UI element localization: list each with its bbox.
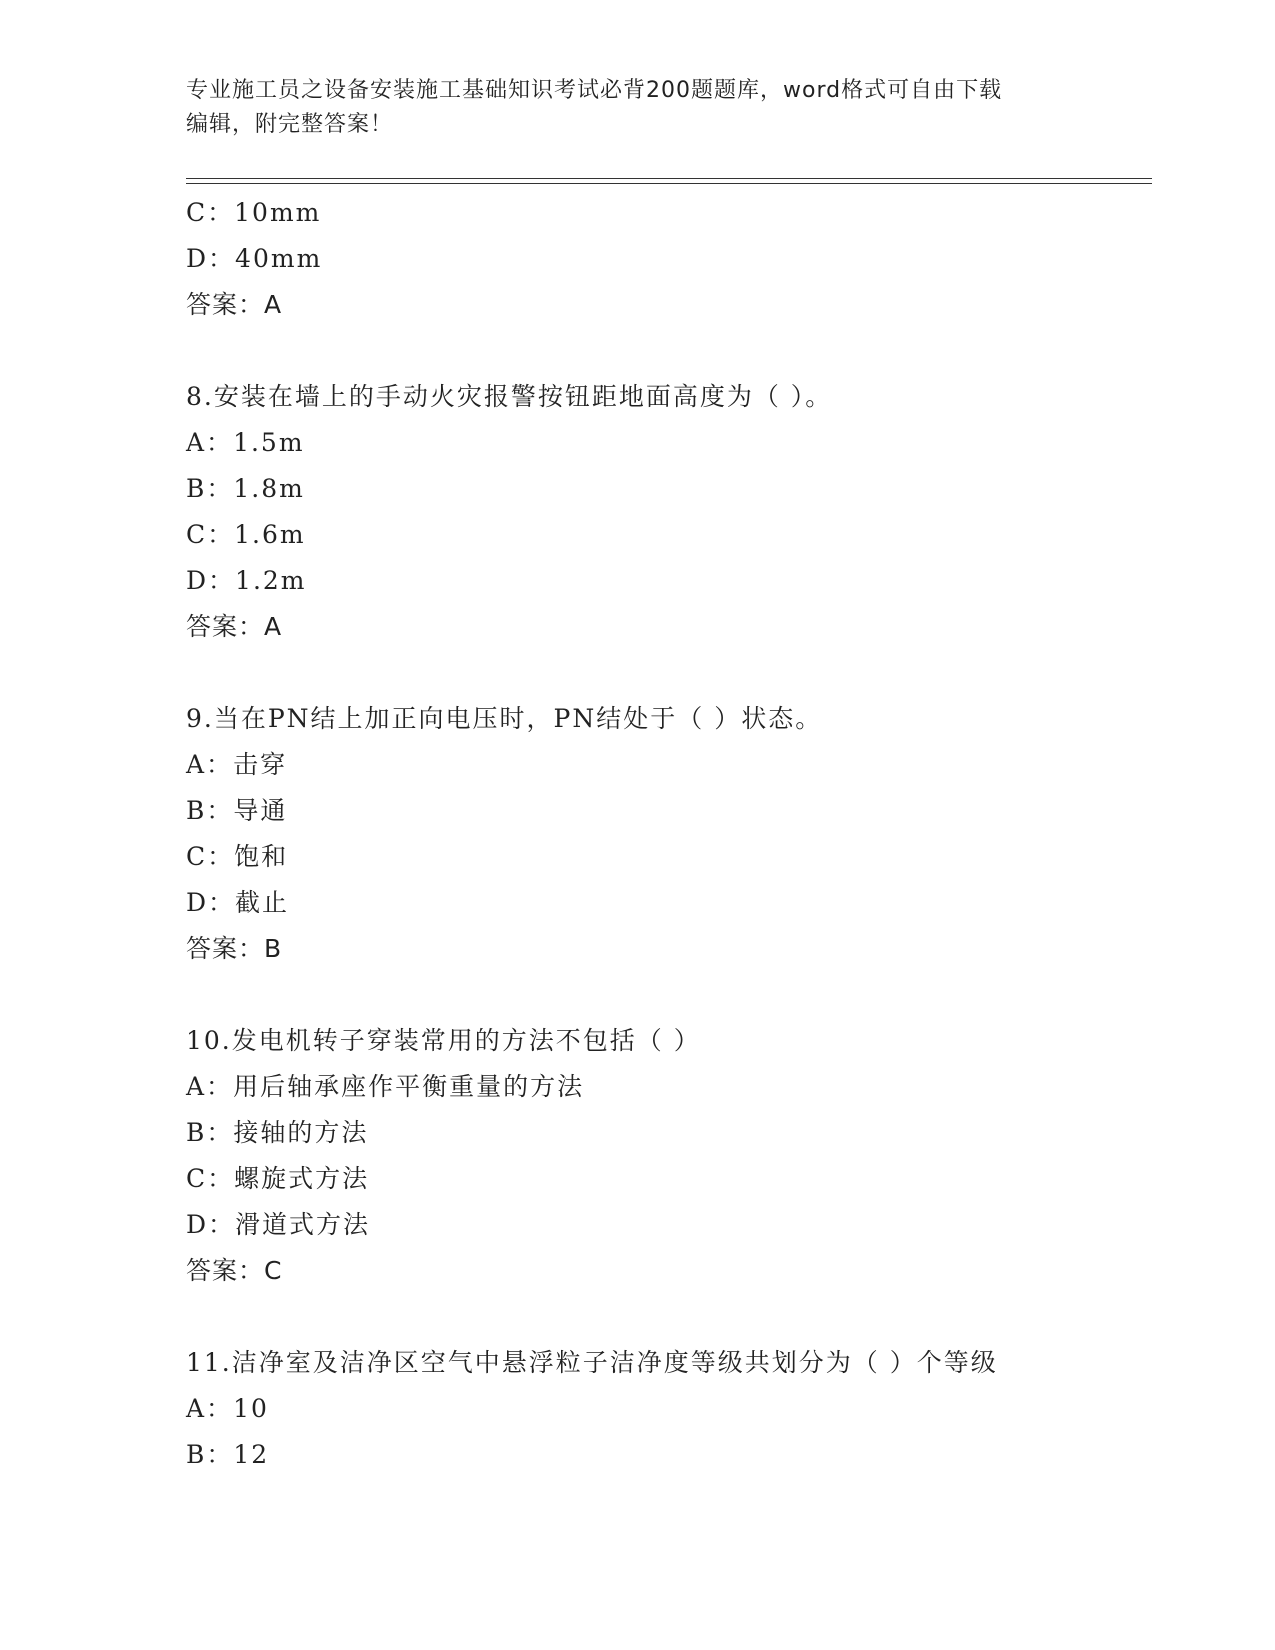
option-key: C： <box>186 1164 235 1193</box>
option-key: D： <box>186 1210 236 1239</box>
header-rule-bottom <box>186 183 1152 184</box>
option-b <box>186 466 1146 512</box>
question-stem: 8.安装在墙上的手动火灾报警按钮距地面高度为（ ）。 <box>186 382 833 411</box>
option-d <box>186 236 1146 282</box>
option-key: C： <box>186 198 235 227</box>
option-b <box>186 1110 1146 1156</box>
option-d <box>186 880 1146 926</box>
option-text: 10mm <box>234 198 322 227</box>
answer-line: 答案：B <box>186 934 283 963</box>
document-header <box>186 74 1086 142</box>
spacer <box>186 328 1146 374</box>
option-key: A： <box>186 1394 234 1423</box>
option-text: 1.2m <box>235 566 307 595</box>
option-key: C： <box>186 842 235 871</box>
answer-line: 答案：A <box>186 290 283 319</box>
option-d <box>186 1202 1146 1248</box>
answer-line: 答案：C <box>186 1256 283 1285</box>
option-text: 12 <box>233 1440 270 1469</box>
option-b <box>186 1432 1146 1478</box>
option-text: 接轴的方法 <box>233 1118 369 1147</box>
spacer <box>186 1294 1146 1340</box>
option-a <box>186 420 1146 466</box>
option-a <box>186 742 1146 788</box>
option-key: D： <box>186 244 236 273</box>
option-text: 滑道式方法 <box>235 1210 371 1239</box>
option-text: 击穿 <box>233 750 288 779</box>
header-line-2: 编辑，附完整答案！ <box>186 112 394 137</box>
option-a <box>186 1064 1146 1110</box>
option-c <box>186 1156 1146 1202</box>
option-key: A： <box>186 750 234 779</box>
option-key: B： <box>186 1118 234 1147</box>
option-key: B： <box>186 796 234 825</box>
question-stem: 9.当在PN结上加正向电压时，PN结处于（ ）状态。 <box>186 704 823 733</box>
option-key: D： <box>186 888 236 917</box>
option-text: 导通 <box>233 796 288 825</box>
answer-line: 答案：A <box>186 612 283 641</box>
option-key: B： <box>186 1440 234 1469</box>
question-stem: 11.洁净室及洁净区空气中悬浮粒子洁净度等级共划分为（ ）个等级 <box>186 1348 998 1377</box>
option-key: C： <box>186 520 235 549</box>
header-line-1: 专业施工员之设备安装施工基础知识考试必背200题题库，word格式可自由下载 <box>186 78 1003 103</box>
option-text: 用后轴承座作平衡重量的方法 <box>233 1072 585 1101</box>
option-c <box>186 512 1146 558</box>
option-key: A： <box>186 428 234 457</box>
option-text: 截止 <box>235 888 290 917</box>
spacer <box>186 972 1146 1018</box>
option-d <box>186 558 1146 604</box>
option-c <box>186 190 1146 236</box>
spacer <box>186 650 1146 696</box>
question-list <box>186 190 1146 1478</box>
option-key: B： <box>186 474 234 503</box>
option-text: 饱和 <box>234 842 289 871</box>
option-key: D： <box>186 566 236 595</box>
option-a <box>186 1386 1146 1432</box>
option-c <box>186 834 1146 880</box>
header-rule-top <box>186 178 1152 179</box>
option-text: 1.8m <box>233 474 305 503</box>
option-text: 1.5m <box>233 428 305 457</box>
option-text: 1.6m <box>234 520 306 549</box>
question-stem: 10.发电机转子穿装常用的方法不包括（ ） <box>186 1026 701 1055</box>
option-text: 10 <box>233 1394 269 1423</box>
option-b <box>186 788 1146 834</box>
option-text: 40mm <box>235 244 323 273</box>
option-key: A： <box>186 1072 234 1101</box>
option-text: 螺旋式方法 <box>234 1164 370 1193</box>
